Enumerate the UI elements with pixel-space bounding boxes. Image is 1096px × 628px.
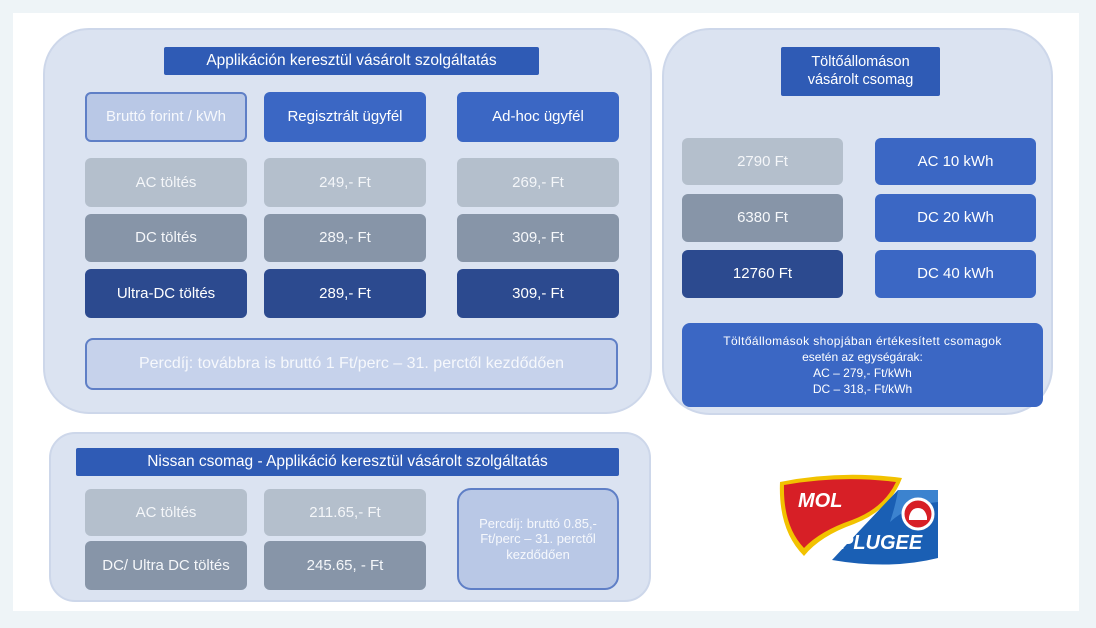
row-ac-label: AC töltés bbox=[85, 158, 247, 207]
app-service-minute-fee: Percdíj: továbbra is bruttó 1 Ft/perc – 31. perctől kezdődően bbox=[85, 338, 618, 390]
nissan-dc-price: 245.65, - Ft bbox=[264, 541, 426, 590]
row-ac-adhoc: 269,- Ft bbox=[457, 158, 619, 207]
package-3-price: 12760 Ft bbox=[682, 250, 843, 298]
mol-plugee-logo bbox=[770, 468, 946, 570]
nissan-minute-fee: Percdíj: bruttó 0.85,- Ft/perc – 31. perctől kezdődően bbox=[457, 488, 619, 590]
package-1-name: AC 10 kWh bbox=[875, 138, 1036, 185]
note-line-2: esetén az egységárak: bbox=[802, 349, 923, 364]
row-dc-registered: 289,- Ft bbox=[264, 214, 426, 262]
package-1-price: 2790 Ft bbox=[682, 138, 843, 185]
note-line-3: AC – 279,- Ft/kWh bbox=[813, 366, 912, 380]
slide bbox=[13, 13, 1079, 611]
row-ac-registered: 249,- Ft bbox=[264, 158, 426, 207]
row-dc-label: DC töltés bbox=[85, 214, 247, 262]
header-registered-customer: Regisztrált ügyfél bbox=[264, 92, 426, 142]
nissan-package-panel bbox=[49, 432, 651, 602]
nissan-ac-label: AC töltés bbox=[85, 489, 247, 536]
station-package-panel bbox=[662, 28, 1053, 415]
station-package-title: Töltőállomáson vásárolt csomag bbox=[781, 47, 940, 96]
row-ultradc-adhoc: 309,- Ft bbox=[457, 269, 619, 318]
row-ultradc-registered: 289,- Ft bbox=[264, 269, 426, 318]
app-service-title: Applikáción keresztül vásárolt szolgáltatás bbox=[164, 47, 539, 75]
package-3-name: DC 40 kWh bbox=[875, 250, 1036, 298]
row-dc-adhoc: 309,- Ft bbox=[457, 214, 619, 262]
header-gross-huf-per-kwh: Bruttó forint / kWh bbox=[85, 92, 247, 142]
app-service-panel bbox=[43, 28, 652, 414]
plugee-product-text: PLUGEE bbox=[840, 532, 923, 554]
header-adhoc-customer: Ad-hoc ügyfél bbox=[457, 92, 619, 142]
package-2-price: 6380 Ft bbox=[682, 194, 843, 242]
mol-brand-text: MOL bbox=[798, 490, 843, 512]
shop-unit-price-note bbox=[682, 323, 1043, 407]
package-2-name: DC 20 kWh bbox=[875, 194, 1036, 242]
nissan-package-title: Nissan csomag - Applikáció keresztül vásárolt szolgáltatás bbox=[76, 448, 619, 476]
note-line-1: Töltőállomások shopjában értékesített csomagok bbox=[723, 333, 1002, 348]
note-line-4: DC – 318,- Ft/kWh bbox=[812, 382, 913, 397]
nissan-dc-label: DC/ Ultra DC töltés bbox=[85, 541, 247, 590]
row-ultradc-label: Ultra-DC töltés bbox=[85, 269, 247, 318]
nissan-ac-price: 211.65,- Ft bbox=[264, 489, 426, 536]
